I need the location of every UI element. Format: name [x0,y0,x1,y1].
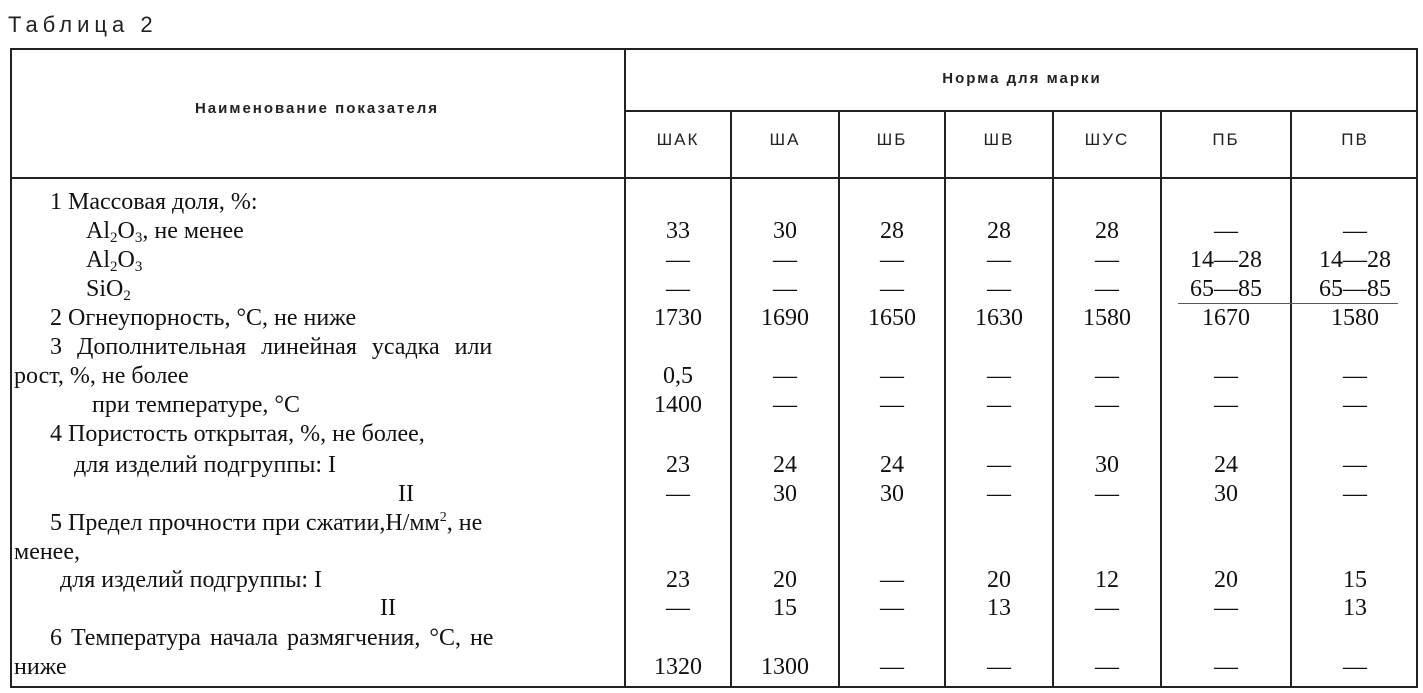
row-label-part: O [117,218,135,244]
value-cell: 28 [1095,218,1119,244]
value-cell: — [1214,654,1238,680]
row-label: 3 Дополнительная линейная усадка или [50,334,493,360]
row-label-sub: 2 [110,230,118,246]
row-label-sup: 2 [439,510,447,525]
value-cell: 20 [773,567,797,593]
row-label-part: Al [86,247,110,273]
row-label-part: 5 Предел прочности при сжатии,Н/мм [50,510,440,536]
row-label: для изделий подгруппы: I [60,567,323,593]
value-cell: 24 [880,452,904,478]
value-cell: — [1214,363,1238,389]
value-cell: — [773,363,797,389]
value-cell: — [773,247,797,273]
header-divider-top [624,110,1418,112]
value-cell: — [1214,392,1238,418]
value-cell: 23 [666,567,690,593]
value-cell: — [987,276,1011,302]
row-label: ниже [14,654,67,680]
value-cell: 13 [1343,595,1367,621]
value-cell: — [880,392,904,418]
row-label-sub: 2 [123,288,131,304]
value-cell: — [880,247,904,273]
value-cell: 65—85 [1190,276,1262,302]
value-cell: 1690 [761,305,809,331]
value-cell: 13 [987,595,1011,621]
value-cell: 1320 [654,654,702,680]
value-cell: 30 [773,218,797,244]
value-cell: 1670 [1202,305,1250,331]
value-cell: 30 [1214,481,1238,507]
row-label: для изделий подгруппы: I [74,452,337,478]
value-cell: — [1095,481,1119,507]
value-cell: — [987,392,1011,418]
grade-header: ПВ [1341,130,1369,149]
value-cell: — [1214,595,1238,621]
table-title: Таблица 2 [8,12,158,37]
row-label-part: , не [446,510,483,536]
row-label-part: Al [86,218,110,244]
value-cell: — [987,247,1011,273]
value-cell: 12 [1095,567,1119,593]
row-label: II [398,481,414,507]
value-cell: — [1095,276,1119,302]
row-label-part: SiO [86,276,124,302]
row-label: при температуре, °С [92,392,300,418]
value-cell: 23 [666,452,690,478]
value-cell: 14—28 [1319,247,1391,273]
norm-header: Норма для марки [942,70,1102,87]
value-cell: — [880,595,904,621]
row-label: 2 Огнеупорность, °С, не ниже [50,305,357,331]
value-cell: — [1343,481,1367,507]
row-label-sub: 3 [134,230,143,246]
value-cell: — [987,654,1011,680]
value-cell: 1400 [654,392,702,418]
grade-header: ШУС [1084,130,1130,149]
value-cell: 20 [1214,567,1238,593]
value-cell: 30 [880,481,904,507]
value-cell: — [666,276,690,302]
value-cell: 14—28 [1190,247,1262,273]
value-cell: — [1343,654,1367,680]
value-cell: 24 [773,452,797,478]
value-cell: 33 [666,218,690,244]
row-label-part: , не менее [142,218,244,244]
value-cell: — [666,247,690,273]
value-cell: — [880,654,904,680]
value-cell: 1580 [1083,305,1131,331]
value-cell: 15 [1343,567,1367,593]
grade-header: ШВ [983,130,1015,149]
value-cell: — [1343,363,1367,389]
row-label: 6 Температура начала размягчения, °С, не [50,625,494,651]
row-label [50,509,482,538]
value-cell: — [1095,392,1119,418]
row-label: рост, %, не более [14,363,189,389]
value-cell: 24 [1214,452,1238,478]
value-cell: 1300 [761,654,809,680]
value-cell: — [1095,247,1119,273]
value-cell: — [1095,654,1119,680]
value-cell: — [1095,363,1119,389]
value-cell: — [987,363,1011,389]
row-label: менее, [14,539,80,565]
row-label: II [380,595,396,621]
value-cell: — [1343,218,1367,244]
value-cell: — [1214,218,1238,244]
value-cell: 65—85 [1319,276,1391,302]
value-cell: 30 [1095,452,1119,478]
value-cell: — [773,392,797,418]
row-label-sub: 3 [134,259,143,275]
value-cell: — [666,595,690,621]
row-label: 1 Массовая доля, %: [50,189,258,215]
grade-header: ШБ [876,130,908,149]
value-cell: — [987,452,1011,478]
red-underline [1178,303,1398,304]
grade-header: ША [769,130,801,149]
value-cell: — [1095,595,1119,621]
value-cell: 0,5 [663,363,693,389]
grade-header: ШАК [656,130,700,149]
row-label-part: O [117,247,135,273]
value-cell: 1650 [868,305,916,331]
value-cell: 15 [773,595,797,621]
value-cell: — [880,567,904,593]
value-cell: — [880,276,904,302]
name-column-header: Наименование показателя [194,100,440,117]
value-cell: 1580 [1331,305,1379,331]
row-label: 4 Пористость открытая, %, не более, [50,421,425,447]
value-cell: 30 [773,481,797,507]
value-cell: 28 [880,218,904,244]
header-divider-bottom [10,177,1418,179]
value-cell: — [1343,392,1367,418]
grade-header: ПБ [1212,130,1240,149]
value-cell: — [987,481,1011,507]
value-cell: 1730 [654,305,702,331]
value-cell: 20 [987,567,1011,593]
value-cell: — [1343,452,1367,478]
value-cell: — [773,276,797,302]
row-label-sub: 2 [110,259,118,275]
value-cell: 28 [987,218,1011,244]
value-cell: 1630 [975,305,1023,331]
value-cell: — [666,481,690,507]
value-cell: — [880,363,904,389]
